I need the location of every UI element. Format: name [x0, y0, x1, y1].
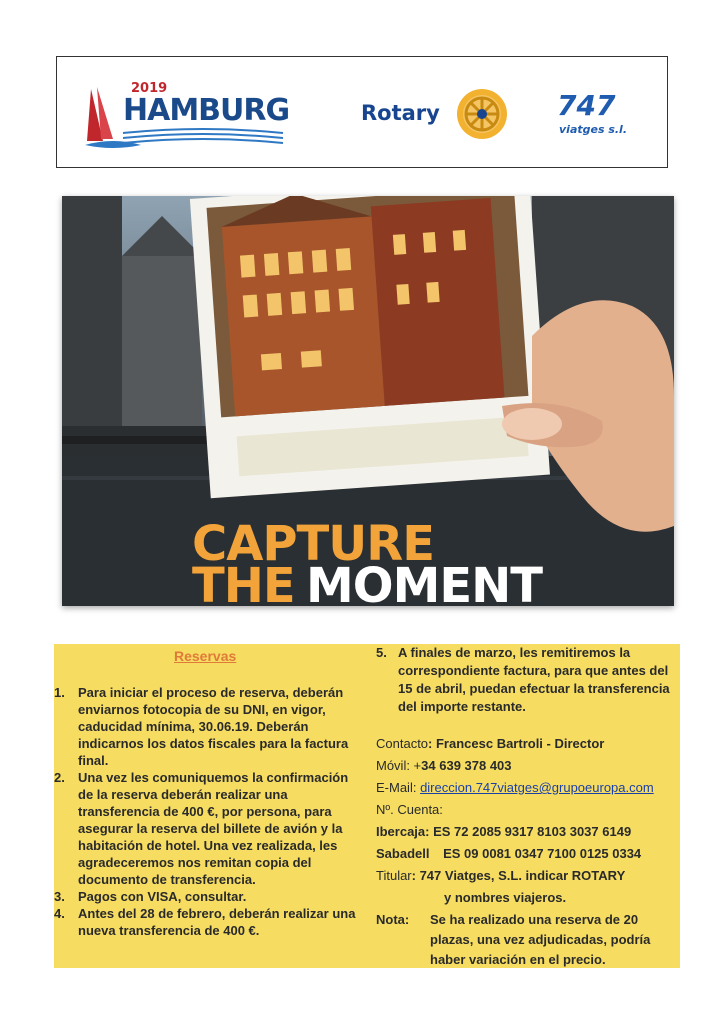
email-link[interactable]: direccion.747viatges@grupoeuropa.com: [420, 780, 654, 795]
reservas-step-5: 5. A finales de marzo, les remitiremos la correspondiente factura, para que antes del 15 de abril, puedan efectuar la transferencia del importe restante.: [376, 645, 670, 714]
viatges-747-logo: [555, 89, 645, 145]
email-line: [376, 780, 654, 796]
reservas-step: 4. Antes del 28 de febrero, deberán realizar una nueva transferencia de 400 €.: [54, 906, 356, 938]
sabadell-label: Sabadell: [376, 846, 430, 861]
email-label: E-Mail:: [376, 780, 421, 795]
account-label: Nº. Cuenta:: [376, 802, 443, 817]
reservas-title: Reservas: [174, 648, 237, 664]
rotary-word: Rotary: [361, 101, 440, 125]
mobile-label: Móvil: +: [376, 758, 422, 773]
viatges-subtitle: viatges s.l.: [559, 123, 628, 136]
sabadell-line: [376, 846, 641, 862]
rotary-wheel-icon: [455, 87, 509, 141]
nota-label: Nota:: [376, 912, 410, 927]
ibercaja-line: [376, 824, 631, 840]
rotary-logo: [361, 87, 511, 143]
titular-value: : 747 Viatges, S.L. indicar ROTARY: [411, 868, 626, 883]
nota-text-3: haber variación en el precio.: [430, 952, 606, 967]
hamburg-year: 2019: [131, 81, 168, 96]
nota-text-2: plazas, una vez adjudicadas, podría: [430, 932, 651, 947]
mobile-line: [376, 758, 512, 774]
hero-caption-capture: CAPTURE: [192, 516, 435, 572]
reservas-step: 3. Pagos con VISA, consultar.: [54, 889, 247, 904]
titular-line: [376, 868, 625, 884]
reservas-steps-list: [54, 684, 360, 939]
hero-caption-moment: MOMENT: [306, 558, 543, 606]
viatges-number: 747: [557, 89, 616, 122]
nota-text-1: Se ha realizado una reserva de 20: [430, 912, 639, 927]
hamburg-2019-logo: [83, 81, 293, 151]
hero-photo: [62, 196, 674, 606]
titular-value-line2: y nombres viajeros.: [444, 890, 567, 905]
mobile-number: 34 639 378 403: [421, 758, 512, 773]
sponsor-logo-box: [56, 56, 668, 168]
hero-caption-the: THE: [192, 558, 295, 606]
reservas-step: 2. Una vez les comuniquemos la confirmación de la reserva deberán realizar una transferencia de 400 €, por persona, para asegurar la reserva del billete de avión y la habitación de hotel. Una vez realizada, les agradeceremos nos remitan copia del documento de transferencia.: [54, 770, 349, 887]
ibercaja-iban: : ES 72 2085 9317 8103 3037 6149: [425, 824, 632, 839]
hamburg-name: HAMBURG: [123, 93, 290, 128]
sabadell-iban: ES 09 0081 0347 7100 0125 0334: [443, 846, 642, 861]
contact-line: [376, 736, 604, 752]
reservas-step: 1. Para iniciar el proceso de reserva, deberán enviarnos fotocopia de su DNI, en vigor, caducidad mínima, 30.06.19. Deberán indicarnos los datos fiscales para la factura final.: [54, 685, 349, 768]
reservations-panel: [54, 644, 680, 968]
titular-label: Titular: [376, 868, 412, 883]
ibercaja-label: Ibercaja: [376, 824, 426, 839]
contact-label: Contacto: [376, 736, 429, 751]
contact-name: : Francesc Bartroli - Director: [428, 736, 605, 751]
